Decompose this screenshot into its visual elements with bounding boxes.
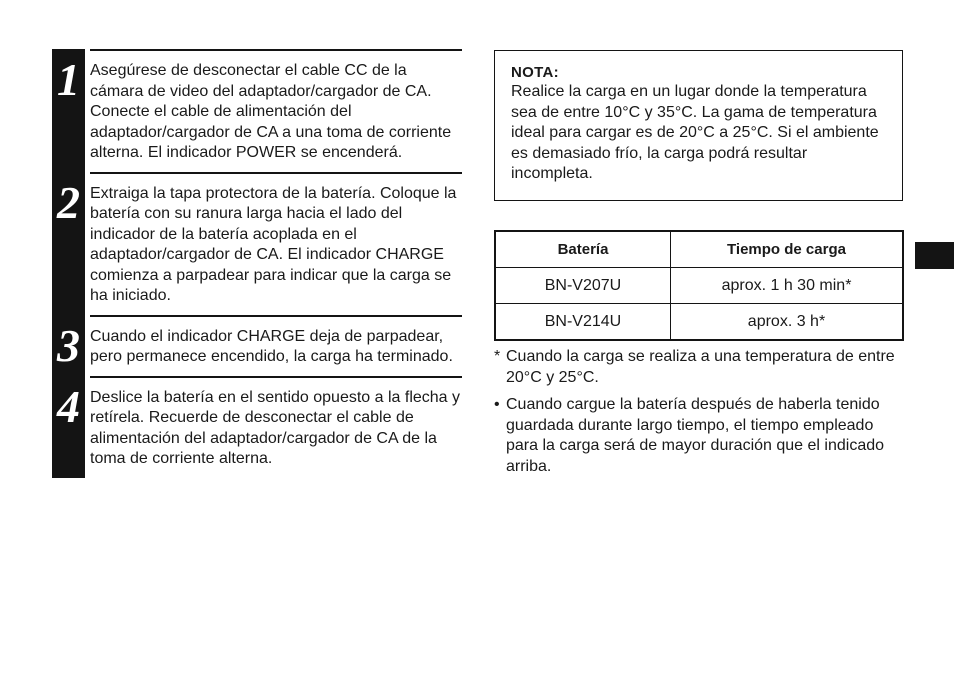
step-number: 3 (52, 315, 85, 376)
charge-time-table (494, 230, 904, 341)
step-number: 1 (52, 49, 85, 172)
table-cell: BN-V214U (495, 304, 671, 341)
step-1 (52, 49, 462, 172)
step-text: Asegúrese de desconectar el cable CC de la cámara de video del adaptador/cargador de CA. Conecte el cable de alimentación del adaptador/cargador de CA a una toma de corriente alterna. El indicador POWER se encenderá. (90, 49, 462, 172)
note-box (494, 50, 903, 201)
footnote (494, 347, 899, 388)
step-text: Cuando el indicador CHARGE deja de parpadear, pero permanece encendido, la carga ha terminado. (90, 315, 462, 376)
table-cell: BN-V207U (495, 268, 671, 304)
table-row (495, 304, 903, 341)
step-number: 2 (52, 172, 85, 315)
bullet-icon: • (494, 396, 500, 413)
footnote-text: Cuando la carga se realiza a una temperatura de entre 20°C y 25°C. (506, 348, 895, 386)
table-cell: aprox. 3 h* (671, 304, 904, 341)
column-header-charge-time: Tiempo de carga (671, 231, 904, 268)
footnote (494, 395, 899, 477)
column-header-battery: Batería (495, 231, 671, 268)
step-4 (52, 376, 462, 478)
step-text: Deslice la batería en el sentido opuesto a la flecha y retírela. Recuerde de desconectar el cable de alimentación del adaptador/cargador de CA de la toma de corriente alterna. (90, 376, 462, 478)
table-header-row (495, 231, 903, 268)
footnote-mark: * (494, 348, 501, 365)
note-text: Realice la carga en un lugar donde la temperatura sea de entre 10°C y 35°C. La gama de temperatura ideal para cargar es de 20°C a 25°C. Si el ambiente es demasiado frío, la carga podrá resultar incompleta. (511, 83, 879, 182)
footnotes (494, 347, 899, 484)
footnote-text: Cuando cargue la batería después de haberla tenido guardada durante largo tiempo, el tiempo empleado para la carga será de mayor duración que el indicado arriba. (506, 396, 885, 475)
step-3 (52, 315, 462, 376)
table-row (495, 268, 903, 304)
steps-list (52, 49, 462, 478)
step-number: 4 (52, 376, 85, 478)
table-cell: aprox. 1 h 30 min* (671, 268, 904, 304)
step-text: Extraiga la tapa protectora de la batería. Coloque la batería con su ranura larga hacia el lado del indicador de la batería acoplada en el adaptador/cargador de CA. El indicador CHARGE comienza a parpadear para indicar que la carga se ha iniciado. (90, 172, 462, 315)
note-title: NOTA: (511, 64, 559, 81)
section-tab-marker (915, 242, 954, 269)
step-2 (52, 172, 462, 315)
